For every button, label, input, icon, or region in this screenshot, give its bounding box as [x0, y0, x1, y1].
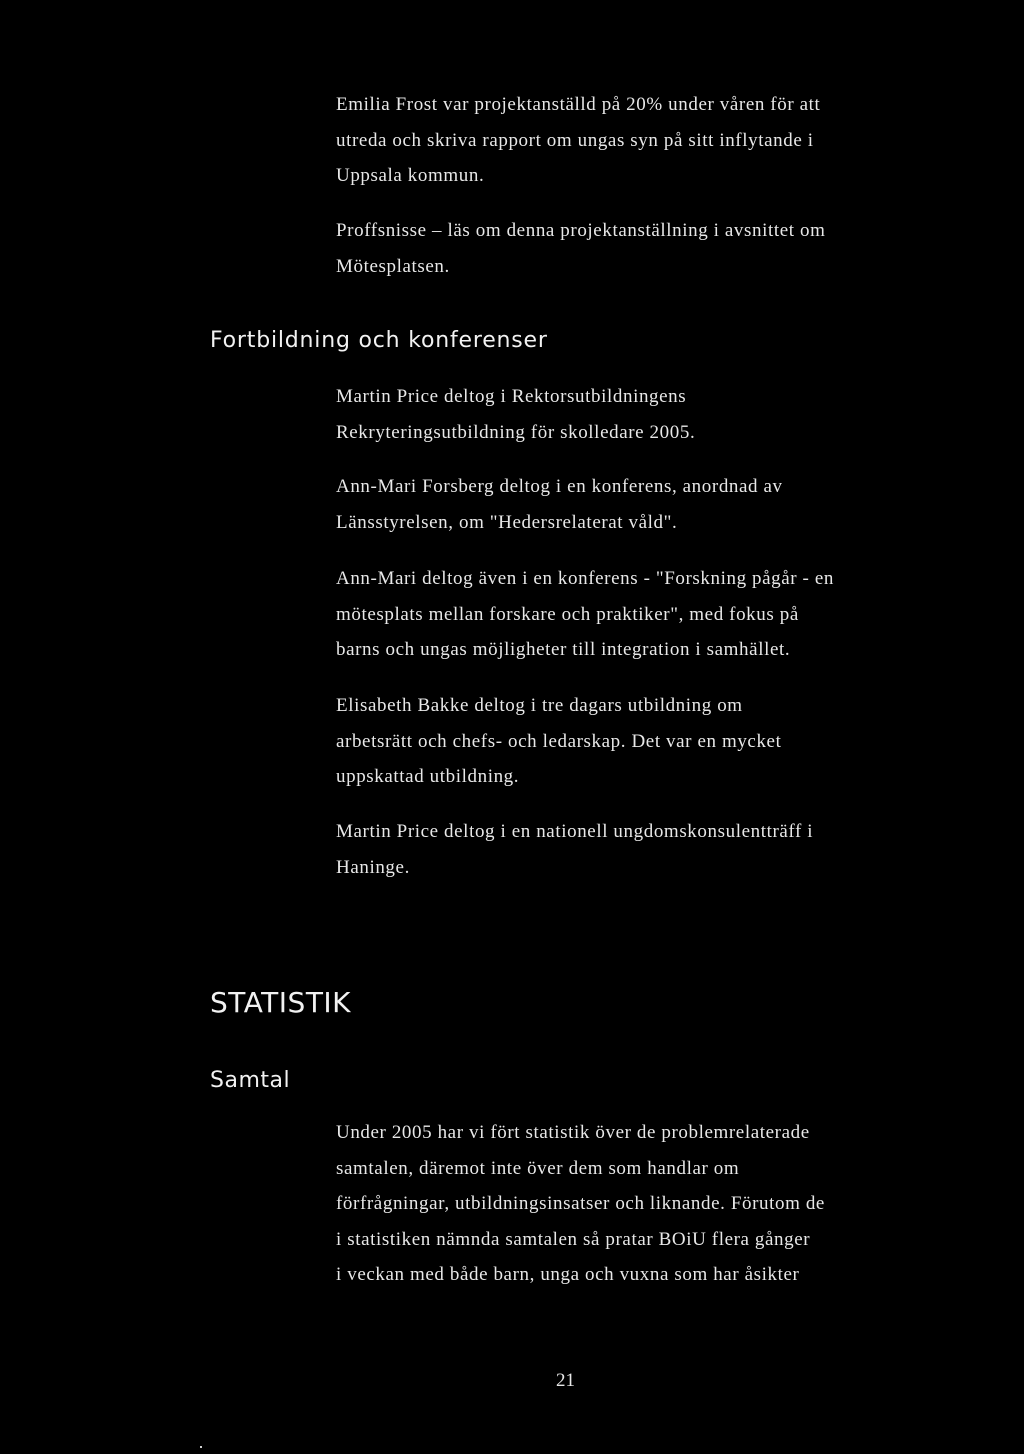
heading-fortbildning: Fortbildning och konferenser — [210, 328, 548, 353]
text-line: Haninge. — [336, 856, 410, 878]
text-line: Uppsala kommun. — [336, 165, 485, 186]
text-line: mötesplats mellan forskare och praktiker", med fokus på — [336, 603, 799, 625]
text-line: Länsstyrelsen, om "Hedersrelaterat våld". — [336, 511, 678, 533]
text-line: Ann-Mari Forsberg deltog i en konferens, anordnad av — [336, 476, 783, 497]
text-line: Mötesplatsen. — [336, 255, 450, 277]
paragraph-martin-price-haninge — [336, 814, 896, 885]
text-line: Rekryteringsutbildning för skolledare 2005. — [336, 421, 696, 443]
paragraph-emilia-frost — [336, 87, 896, 194]
paragraph-ann-mari-forsberg — [336, 469, 896, 540]
paragraph-proffsnisse — [336, 213, 896, 284]
text-line: i statistiken nämnda samtalen så pratar BOiU flera gånger — [336, 1228, 811, 1250]
text-line: utreda och skriva rapport om ungas syn på sitt inflytande i — [336, 129, 814, 151]
text-line: Emilia Frost var projektanställd på 20% under våren för att — [336, 94, 821, 115]
scan-speck — [200, 1446, 202, 1448]
paragraph-elisabeth-bakke — [336, 688, 896, 795]
text-line: arbetsrätt och chefs- och ledarskap. Det var en mycket — [336, 730, 782, 752]
paragraph-statistik-samtal — [336, 1115, 896, 1293]
paragraph-martin-price-rektor — [336, 379, 896, 450]
text-line: Under 2005 har vi fört statistik över de problemrelaterade — [336, 1122, 810, 1143]
heading-statistik: STATISTIK — [210, 986, 352, 1019]
text-line: samtalen, däremot inte över dem som handlar om — [336, 1157, 740, 1179]
page-number: 21 — [556, 1370, 575, 1391]
text-line: Proffsnisse – läs om denna projektanställning i avsnittet om — [336, 220, 826, 241]
text-line: Martin Price deltog i en nationell ungdomskonsulentträff i — [336, 821, 814, 842]
text-line: Martin Price deltog i Rektorsutbildningens — [336, 386, 687, 407]
paragraph-ann-mari-forskning — [336, 561, 896, 668]
text-line: förfrågningar, utbildningsinsatser och liknande. Förutom de — [336, 1193, 825, 1214]
text-line: uppskattad utbildning. — [336, 766, 520, 787]
text-line: Ann-Mari deltog även i en konferens - "Forskning pågår - en — [336, 568, 834, 589]
heading-samtal: Samtal — [210, 1068, 291, 1093]
text-line: i veckan med både barn, unga och vuxna som har åsikter — [336, 1264, 800, 1285]
text-line: Elisabeth Bakke deltog i tre dagars utbildning om — [336, 695, 743, 716]
text-line: barns och ungas möjligheter till integration i samhället. — [336, 639, 791, 660]
